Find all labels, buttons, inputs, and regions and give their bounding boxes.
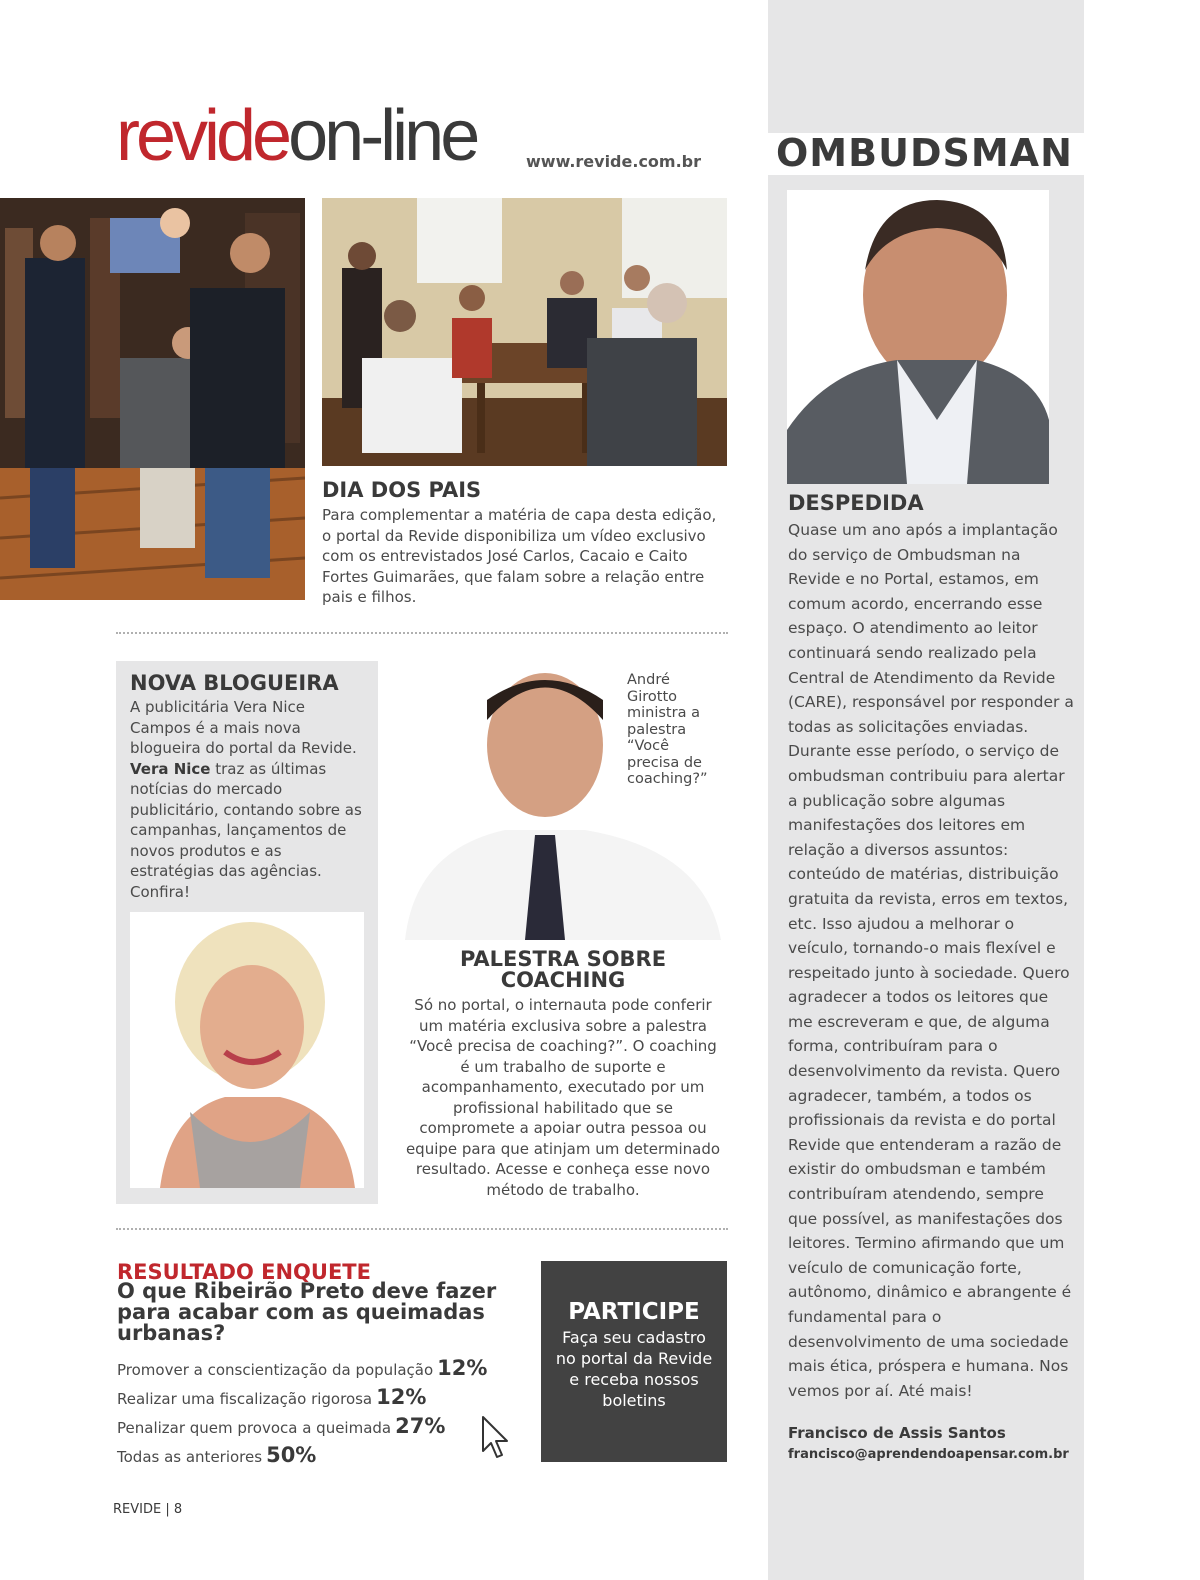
page-footer [113,1502,182,1517]
participe-box[interactable] [541,1261,727,1462]
enquete-label: RESULTADO ENQUETE [117,1260,371,1284]
ombudsman-body: Quase um ano após a implantação do serviço de Ombudsman na Revide e no Portal, estamos, em comum acordo, encerrando esse espaço. O atendimento ao leitor continuará sendo realizado pela Central de Atendimento da Revide (CARE), responsável por responder a todas as solicitações enviadas. Durante esse período, o serviço de ombudsman contribuiu para alertar a publicação sobre algumas manifestações dos leitores em relação a diversos assuntos: conteúdo de matérias, distribuição gratuita da revista, erros em textos, etc. Isso ajudou a melhorar o veículo, tornando-o mais flexível e respeitado junto à sociedade. Quero agradecer a todos os leitores que me escreveram e que, de alguma forma, contribuíram para o desenvolvimento da revista. Quero agradecer, também, a todos os profissionais da revista e do portal Revide que entenderam a razão de existir do ombudsman e também contribuíram atendendo, sempre que possível, as manifestações dos leitores. Termino afirmando que um veículo de comunicação forte, autônomo, dinâmico e abrangente é fundamental para o desenvolvimento de uma sociedade mais ética, próspera e humana. Nos vemos por aí. Até mais! [788,521,1074,1400]
palestra-title-line2: COACHING [500,968,626,992]
enquete-option [117,1356,487,1380]
family-photo [0,198,305,600]
enquete-option-pct: 12% [437,1356,488,1380]
logo-red-part: revide [116,96,289,176]
ombudsman-author: Francisco de Assis Santos [788,1424,1006,1442]
enquete-question: O que Ribeirão Preto deve fazer para acabar com as queimadas urbanas? [117,1279,497,1345]
palestra-title-line1: PALESTRA SOBRE [459,947,667,971]
dia-dos-pais-title: DIA DOS PAIS [322,478,482,502]
nova-blogueira-title: NOVA BLOGUEIRA [130,671,339,695]
revide-online-logo[interactable] [116,96,477,176]
ombudsman-email[interactable]: francisco@aprendendoapensar.com.br [788,1447,1069,1462]
nova-blogueira-body-end: traz as últimas notícias do mercado publicitário, contando sobre as campanhas, lançamentos de novos produtos e as estratégias das agências. Confira! [130,759,362,901]
enquete-option-text: Promover a conscientização da população [117,1361,434,1379]
enquete-option-text: Todas as anteriores [117,1448,263,1466]
site-url[interactable]: www.revide.com.br [526,152,702,171]
interview-photo [322,198,727,466]
mouse-cursor-icon [481,1415,511,1459]
dia-dos-pais-body: Para complementar a matéria de capa desta edição, o portal da Revide disponibiliza um vídeo exclusivo com os entrevistados José Carlos, Cacaio e Caito Fortes Guimarães, que falam sobre a relação entre pais e filhos. [322,506,717,606]
logo-dark-part: on-line [288,96,477,176]
enquete-option [117,1443,316,1467]
nova-blogueira-body [130,697,362,902]
palestra-title [405,949,721,991]
enquete-option-pct: 50% [266,1443,317,1467]
section-divider [116,632,728,634]
vera-nice-photo [130,912,364,1188]
section-divider [116,1228,728,1230]
enquete-option-pct: 27% [395,1414,446,1438]
palestra-body: Só no portal, o internauta pode conferir um matéria exclusiva sobre a palestra “Você precisa de coaching?”. O coaching é um trabalho de suporte e acompanhamento, executado por um profissional habilitado que se compromete a apoiar outra pessoa ou equipe para que atinjam um determinado resultado. Acesse e conheça esse novo método de trabalho. [405,996,721,1199]
participe-title: PARTICIPE [568,1299,700,1325]
enquete-option [117,1414,445,1438]
footer-separator: | [165,1502,170,1517]
nova-blogueira-name: Vera Nice [130,759,211,778]
page-number: 8 [173,1502,183,1517]
ombudsman-photo [787,190,1049,484]
ombudsman-title: OMBUDSMAN [776,131,1073,175]
footer-magazine: REVIDE [113,1502,162,1517]
ombudsman-subtitle: DESPEDIDA [788,491,924,515]
enquete-option-text: Penalizar quem provoca a queimada [117,1419,392,1437]
enquete-option-pct: 12% [376,1385,427,1409]
enquete-option [117,1385,426,1409]
participe-body: Faça seu cadastro no portal da Revide e receba nossos boletins [555,1328,713,1410]
palestra-photo-caption: André Girotto ministra a palestra “Você precisa de coaching?” [627,672,708,787]
enquete-option-text: Realizar uma fiscalização rigorosa [117,1390,373,1408]
nova-blogueira-body-start: A publicitária Vera Nice Campos é a mais nova blogueira do portal da Revide. [130,698,357,757]
